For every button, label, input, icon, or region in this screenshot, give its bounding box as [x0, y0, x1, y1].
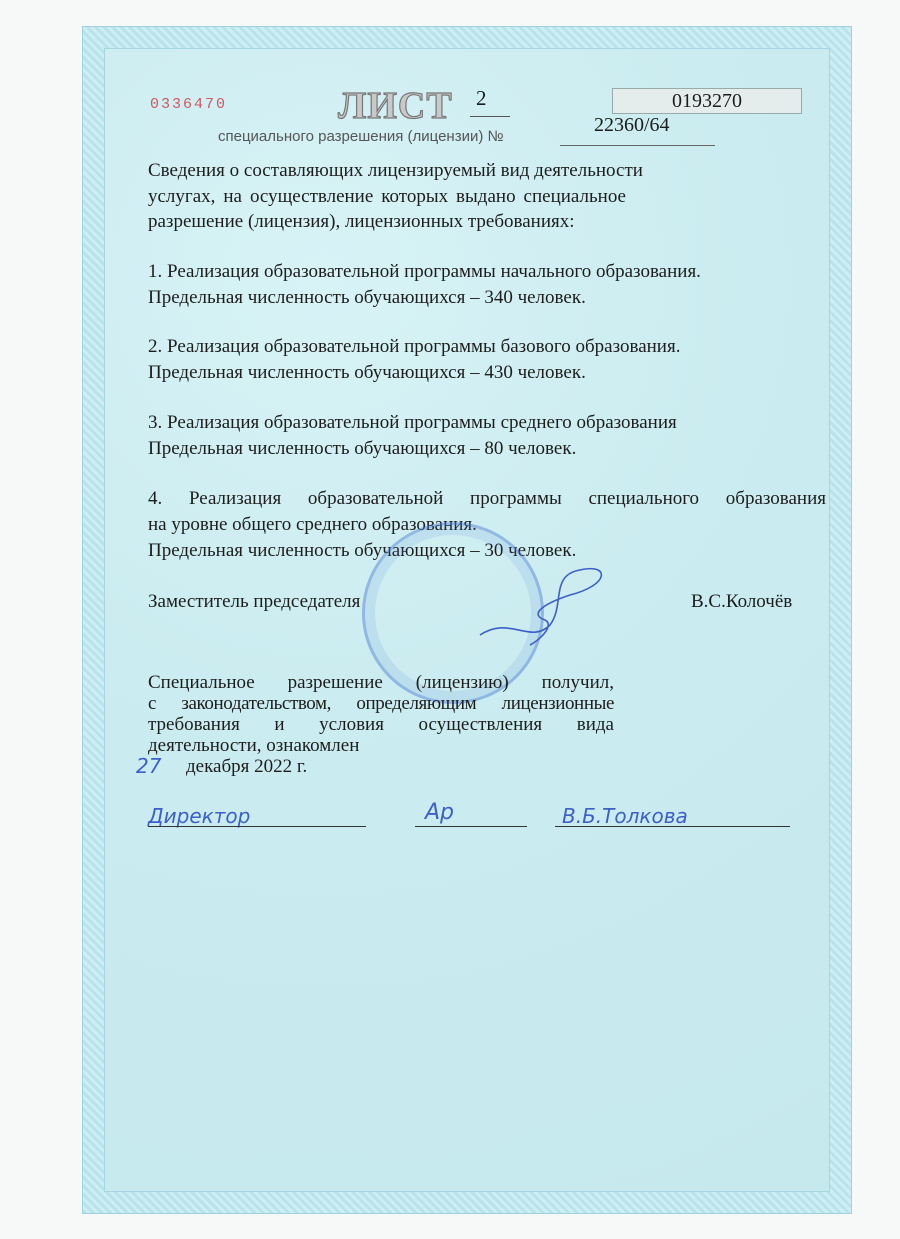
intro-line: Сведения о составляющих лицензируемый вид деятельности	[148, 160, 643, 181]
item-1-limit: Предельная численность обучающихся – 340 человек.	[148, 287, 586, 308]
name-underline	[555, 826, 790, 827]
serial-number: 0336470	[150, 96, 228, 113]
receipt-day: 27	[136, 754, 162, 778]
item-3-limit: Предельная численность обучающихся – 80 человек.	[148, 438, 577, 459]
deputy-signature	[470, 555, 620, 655]
receipt-line: деятельности, ознакомлен	[148, 735, 360, 756]
item-1-title: 1. Реализация образовательной программы начального образования.	[148, 261, 701, 282]
item-2-title: 2. Реализация образовательной программы базового образования.	[148, 336, 681, 357]
director-name-handwritten: В.Б.Толкова	[562, 804, 688, 828]
signature-underline	[415, 826, 527, 827]
receipt-line: Специальное разрешение (лицензию) получил,	[148, 672, 614, 693]
item-2-limit: Предельная численность обучающихся – 430 человек.	[148, 362, 586, 383]
item-4-title-cont: на уровне общего среднего образования.	[148, 514, 477, 535]
license-number-underline	[560, 145, 715, 146]
sheet-number-underline	[470, 116, 510, 117]
signatory-position: Заместитель председателя	[148, 591, 361, 612]
item-3-title: 3. Реализация образовательной программы среднего образования	[148, 412, 677, 433]
director-signature: Ар	[425, 800, 455, 825]
sheet-number: 2	[476, 86, 487, 110]
item-4-limit: Предельная численность обучающихся – 30 человек.	[148, 540, 577, 561]
receipt-line: с законодательством, определяющим лицензионные	[148, 693, 614, 714]
receipt-date: декабря 2022 г.	[186, 756, 308, 777]
item-4-title: 4. Реализация образовательной программы специального образования	[148, 488, 826, 509]
director-position-handwritten: Директор	[148, 804, 251, 828]
intro-line: услугах, на осуществление которых выдано специальное	[148, 186, 626, 207]
license-number: 22360/64	[594, 114, 670, 136]
intro-line: разрешение (лицензия), лицензионных требованиях:	[148, 211, 575, 232]
form-number: 0193270	[612, 88, 802, 114]
subtitle: специального разрешения (лицензии) №	[218, 128, 504, 145]
sheet-title: ЛИСТ	[338, 85, 453, 127]
receipt-line: требования и условия осуществления вида	[148, 714, 614, 735]
position-underline	[148, 826, 366, 827]
signatory-name: В.С.Колочёв	[691, 591, 793, 612]
